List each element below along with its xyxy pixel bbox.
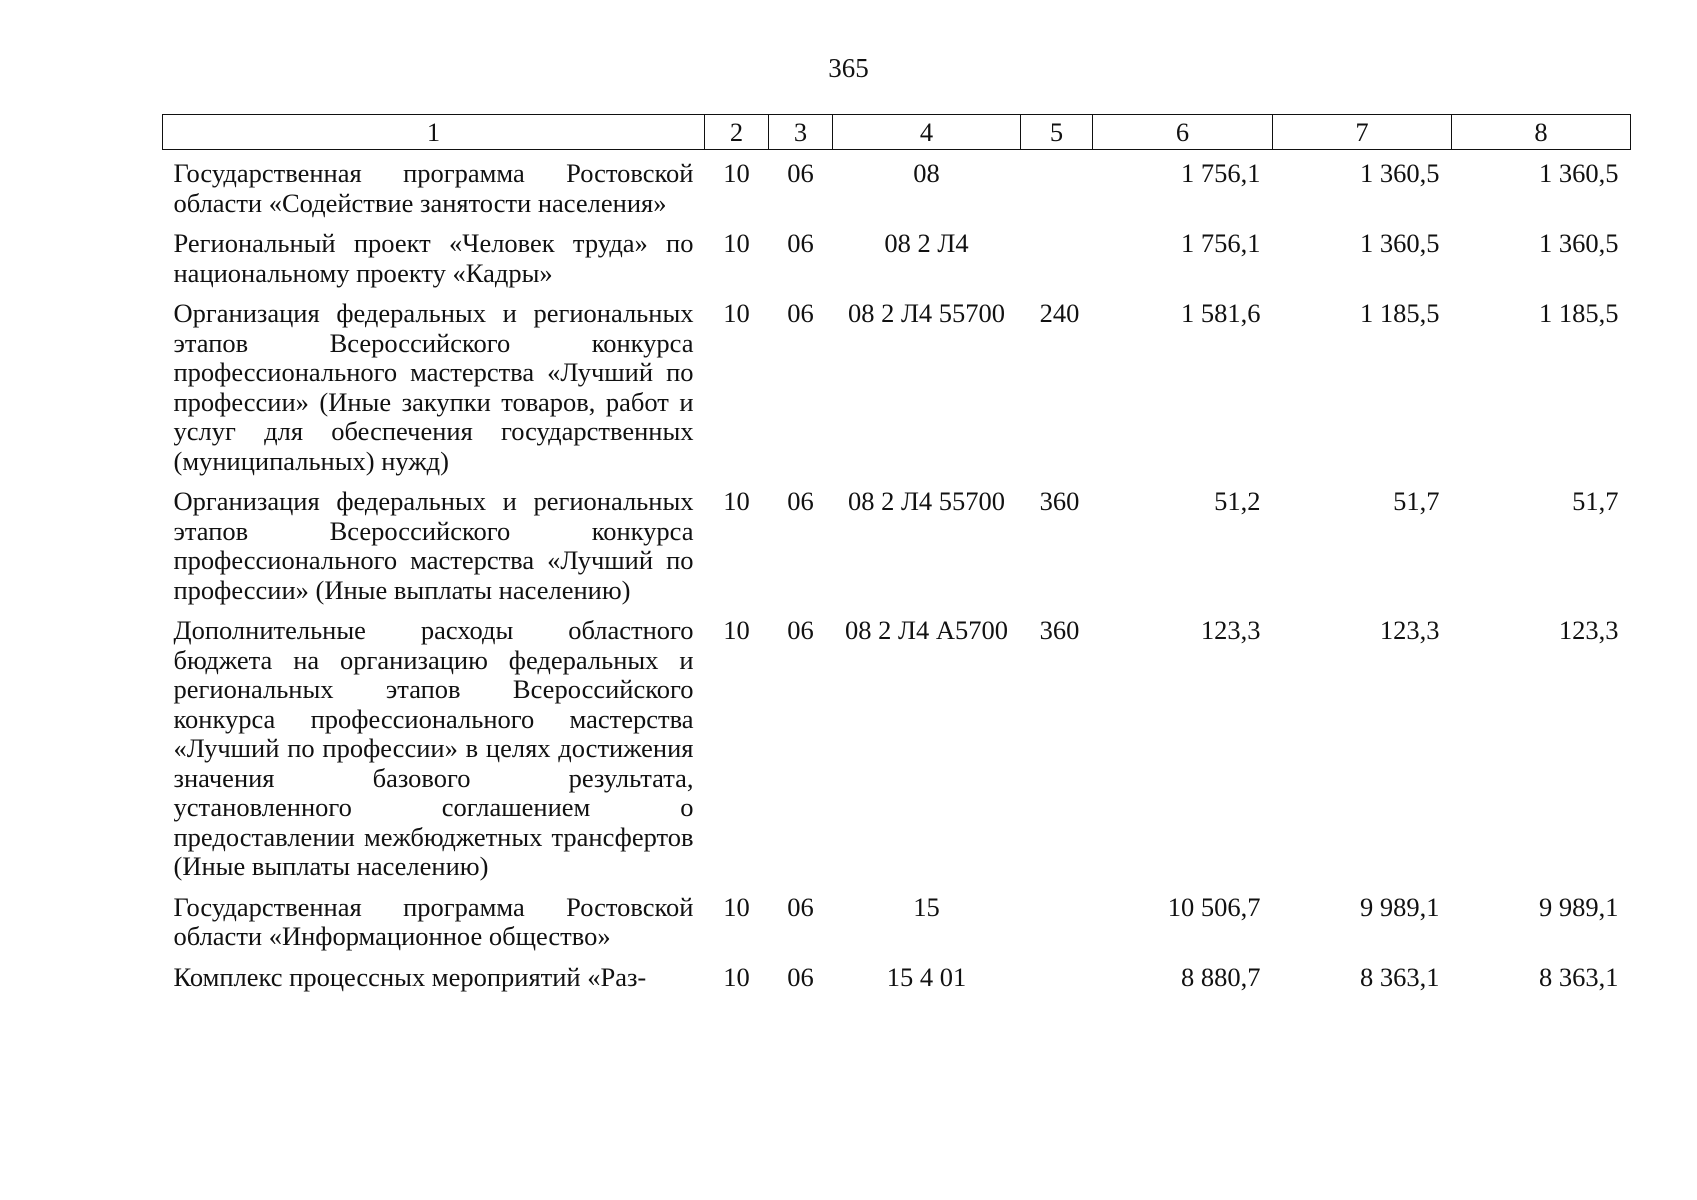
- subsection-code: 06: [787, 158, 814, 188]
- target-article-code: 08 2 Л4: [884, 228, 969, 258]
- subsection-code: 06: [787, 961, 814, 992]
- expense-name: Комплекс процессных мероприятий «Раз-: [173, 961, 647, 992]
- amount-year-2: 1 360,5: [1360, 158, 1440, 188]
- amount-year-1: 1 581,6: [1181, 298, 1261, 328]
- amount-year-2: 123,3: [1379, 615, 1440, 645]
- column-header-6: 6: [1093, 115, 1273, 150]
- amount-year-1: 51,2: [1214, 486, 1261, 516]
- amount-year-1: 123,3: [1200, 615, 1261, 645]
- table-row: [163, 299, 1631, 487]
- amount-year-2: 9 989,1: [1360, 891, 1440, 922]
- amount-year-1: 8 880,7: [1181, 961, 1261, 992]
- target-article-code: 08 2 Л4 55700: [847, 486, 1006, 516]
- column-header-4: 4: [833, 115, 1021, 150]
- target-article-code: 15: [913, 891, 940, 922]
- subsection-code: 06: [787, 615, 814, 645]
- amount-year-3: 1 185,5: [1539, 298, 1619, 328]
- section-code: 10: [723, 486, 750, 516]
- expense-type-code: [1021, 150, 1093, 230]
- header-row: [163, 115, 1631, 150]
- expense-type-code: 360: [1039, 486, 1080, 516]
- section-code: 10: [723, 961, 750, 992]
- amount-year-3: 1 360,5: [1539, 158, 1619, 188]
- table-row: [163, 487, 1631, 616]
- table-row: [163, 893, 1631, 963]
- target-article-code: 08 2 Л4 55700: [847, 298, 1006, 328]
- target-article-code: 08 2 Л4 А5700: [845, 615, 1008, 645]
- amount-year-1: 1 756,1: [1181, 158, 1261, 188]
- column-header-5: 5: [1021, 115, 1093, 150]
- column-header-3: 3: [769, 115, 833, 150]
- amount-year-3: 51,7: [1572, 486, 1619, 516]
- target-article-code: 08: [913, 158, 940, 188]
- expense-type-code: 240: [1039, 298, 1080, 328]
- amount-year-3: 9 989,1: [1539, 891, 1619, 922]
- expense-name: Дополнительные расходы областного бюджета на организацию федеральных и региональных этапов Всероссийского конкурса профессионального мастерства «Лучший по профессии» в целях достижения значения базового результата, установленного соглашением о предоставлении межбюджетных трансфертов (Иные выплаты населению): [173, 615, 694, 881]
- section-code: 10: [723, 891, 750, 922]
- target-article-code: 15 4 01: [886, 961, 967, 992]
- table-row: [163, 616, 1631, 893]
- amount-year-1: 1 756,1: [1181, 228, 1261, 258]
- amount-year-3: 123,3: [1558, 615, 1619, 645]
- column-header-2: 2: [705, 115, 769, 150]
- expense-type-code: [1021, 229, 1093, 299]
- subsection-code: 06: [787, 298, 814, 328]
- expense-name: Организация федеральных и региональных этапов Всероссийского конкурса профессионального мастерства «Лучший по профессии» (Иные закупки товаров, работ и услуг для обеспечения государственных (муниципальных) нужд): [173, 298, 694, 476]
- table-body: [163, 150, 1631, 1004]
- table-row: [163, 150, 1631, 230]
- amount-year-2: 51,7: [1393, 486, 1440, 516]
- amount-year-1: 10 506,7: [1167, 891, 1261, 922]
- subsection-code: 06: [787, 891, 814, 922]
- expense-type-code: 360: [1039, 615, 1080, 645]
- expense-type-code: [1021, 963, 1093, 1004]
- section-code: 10: [723, 298, 750, 328]
- amount-year-2: 8 363,1: [1360, 961, 1440, 992]
- expense-name: Государственная программа Ростовской области «Информационное общество»: [173, 891, 694, 951]
- expense-name: Организация федеральных и региональных этапов Всероссийского конкурса профессионального мастерства «Лучший по профессии» (Иные выплаты населению): [173, 486, 694, 605]
- section-code: 10: [723, 228, 750, 258]
- subsection-code: 06: [787, 228, 814, 258]
- column-header-1: 1: [163, 115, 705, 150]
- section-code: 10: [723, 615, 750, 645]
- budget-table: [162, 114, 1631, 1003]
- page-number: 365: [828, 53, 869, 83]
- table-row: [163, 229, 1631, 299]
- subsection-code: 06: [787, 486, 814, 516]
- expense-name: Региональный проект «Человек труда» по национальному проекту «Кадры»: [173, 228, 694, 288]
- column-header-8: 8: [1452, 115, 1631, 150]
- section-code: 10: [723, 158, 750, 188]
- column-header-7: 7: [1273, 115, 1452, 150]
- amount-year-2: 1 185,5: [1360, 298, 1440, 328]
- amount-year-3: 1 360,5: [1539, 228, 1619, 258]
- amount-year-3: 8 363,1: [1539, 961, 1619, 992]
- table-row: [163, 963, 1631, 1004]
- expense-name: Государственная программа Ростовской области «Содействие занятости населения»: [173, 158, 694, 218]
- table-header: [163, 115, 1631, 150]
- amount-year-2: 1 360,5: [1360, 228, 1440, 258]
- expense-type-code: [1021, 893, 1093, 963]
